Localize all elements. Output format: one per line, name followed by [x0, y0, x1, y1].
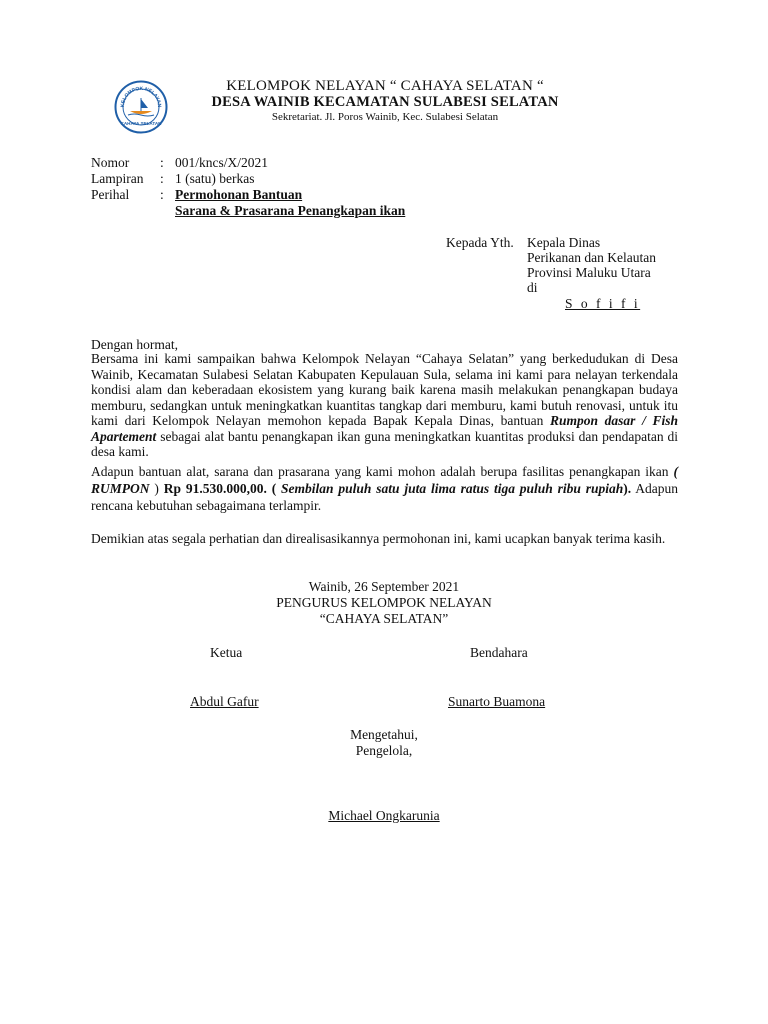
paragraph-2-close: )	[149, 481, 164, 496]
paragraph-1-text-b: sebagai alat bantu penangkapan ikan guna meningkatkan kuantitas produksi dan pendapatan di desa kami.	[91, 428, 678, 459]
paragraph-2-text-a: Adapun bantuan alat, sarana dan prasarana yang kami mohon adalah berupa fasilitas penangkapan ikan	[91, 464, 674, 479]
paragraph-2-paren-open: (	[271, 481, 277, 496]
nomor-label: Nomor	[91, 155, 130, 170]
perihal-label: Perihal	[91, 187, 130, 202]
addressee-prefix: Kepada Yth.	[446, 235, 514, 250]
ketua-title: Ketua	[210, 645, 243, 660]
paragraph-2-text-end: Adapun rencana kebutuhan sebagaimana terlampir.	[91, 481, 679, 513]
paragraph-1-text-a: Bersama ini kami sampaikan bahwa Kelompok Nelayan “Cahaya Selatan” yang berkedudukan di Desa Wainib, Kecamatan Sulabesi Selatan Kabupaten Kepulauan Sula, selama ini kami para nelayan terkendala kondisi alam dan keberadaan ekosistem yang kurang baik karena masih melakukan penangkapan budaya memburu, sedangkan untuk meningkatkan kuantitas tangkap dari memburu, kami butuh renovasi, untuk itu kami dari Kelompok Nelayan memohon kepada Bapak Kepala Dinas, bantuan	[91, 351, 678, 428]
addressee-line1: Kepala Dinas	[527, 235, 601, 250]
paragraph-1-emphasis: Rumpon dasar / Fish Apartement	[91, 413, 678, 444]
lampiran-label: Lampiran	[91, 171, 144, 186]
paragraph-2-rumpon: ( RUMPON	[91, 464, 678, 496]
nomor-value: 001/kncs/X/2021	[175, 155, 268, 170]
signature-org-line1: PENGURUS KELOMPOK NELAYAN	[276, 595, 492, 610]
addressee-line2: Perikanan dan Kelautan	[527, 250, 656, 265]
place-date: Wainib, 26 September 2021	[308, 579, 460, 594]
bendahara-name: Sunarto Buamona	[448, 694, 546, 709]
pengelola-label: Pengelola,	[355, 743, 413, 758]
pengelola-name-row	[0, 808, 768, 824]
addressee-line4: di	[527, 280, 538, 295]
letterhead-address: Sekretariat. Jl. Poros Wainib, Kec. Sulabesi Selatan	[271, 111, 499, 123]
addressee-line3: Provinsi Maluku Utara	[527, 265, 651, 280]
lampiran-value: 1 (satu) berkas	[175, 171, 255, 186]
perihal-value-line2: Sarana & Prasarana Penangkapan ikan	[175, 203, 406, 218]
paragraph-1	[91, 351, 678, 460]
perihal-value-line1: Permohonan Bantuan	[175, 187, 303, 202]
paragraph-3: Demikian atas segala perhatian dan direalisasikannya permohonan ini, kami ucapkan banyak terima kasih.	[91, 531, 666, 546]
organization-logo	[114, 80, 168, 134]
signature-org-line2: “CAHAYA SELATAN”	[319, 611, 449, 626]
ketua-name: Abdul Gafur	[190, 694, 259, 709]
greeting: Dengan hormat,	[91, 337, 178, 352]
addressee-city: S o f i f i	[565, 296, 641, 311]
perihal-colon: :	[160, 187, 164, 202]
pengelola-name: Michael Ongkarunia	[328, 808, 440, 823]
logo-emblem-icon	[114, 80, 168, 134]
logo-text-bottom: CAHAYA SELATAN	[120, 121, 162, 126]
letterhead-org-name: KELOMPOK NELAYAN “ CAHAYA SELATAN “	[226, 78, 544, 94]
paragraph-2-paren-close: ).	[623, 481, 632, 496]
logo-text-top: KELOMPOK NELAYAN	[119, 85, 163, 108]
nomor-colon: :	[160, 155, 164, 170]
paragraph-2-amount-words: Sembilan puluh satu juta lima ratus tiga puluh ribu rupiah	[276, 481, 624, 496]
paragraph-2-amount: Rp 91.530.000,00.	[163, 481, 267, 496]
bendahara-title: Bendahara	[470, 645, 528, 660]
letterhead-village: DESA WAINIB KECAMATAN SULABESI SELATAN	[211, 94, 559, 110]
mengetahui-label: Mengetahui,	[350, 727, 418, 742]
paragraph-2	[91, 463, 678, 514]
lampiran-colon: :	[160, 171, 164, 186]
